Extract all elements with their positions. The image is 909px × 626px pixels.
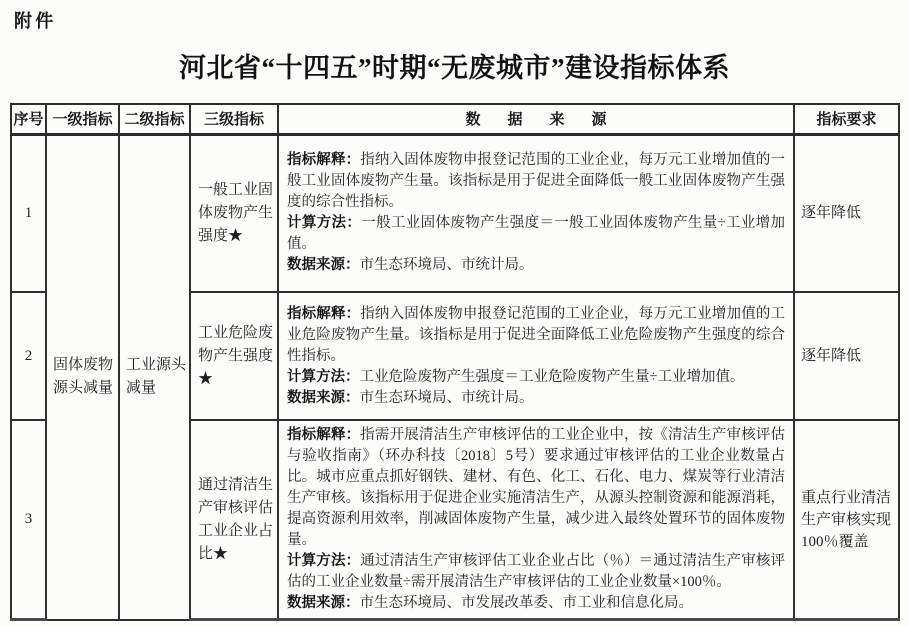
indicator-explanation [287,425,785,551]
section-text: 指纳入固体废物申报登记范围的工业企业，每万元工业增加值的工业危险废物产生量。该指标是用于促进全面降低工业危险废物产生强度的综合性指标。 [287,305,786,364]
header-level3: 三级指标 [190,104,278,134]
section-label: 指标解释： [287,152,361,169]
data-source [287,593,785,614]
header-level2: 二级指标 [119,104,190,134]
section-text: 通过清洁生产审核评估工业企业占比（％）＝通过清洁生产审核评估的工业企业数量÷需开展清洁生产审核评估的工业企业数量×100％。 [287,553,786,590]
section-label: 计算方法： [287,215,362,232]
header-level1: 一级指标 [46,104,119,134]
section-text: 工业危险废物产生强度＝工业危险废物产生量÷工业增加值。 [359,368,745,385]
section-text: 市生态环境局、市发展改革委、市工业和信息化局。 [359,595,693,611]
page-title: 河北省“十四五”时期“无废城市”建设指标体系 [179,53,730,83]
section-text: 指纳入固体废物申报登记范围的工业企业，每万元工业增加值的一般工业固体废物产生量。该指标是用于促进全面降低一般工业固体废物产生强度的综合性指标。 [287,152,786,211]
row1-requirement: 逐年降低 [794,134,899,292]
header-source: 数据来源 [278,104,794,134]
row3-requirement: 重点行业清洁生产审核实现100％覆盖 [794,420,899,620]
indicator-explanation [287,150,785,213]
section-label: 数据来源： [287,389,360,406]
level2-indicator-cell: 工业源头减量 [119,134,190,620]
attachment-label: 附件 [14,11,57,31]
row3-source-cell [278,420,794,620]
row1-source-cell [278,134,794,292]
calculation-method [287,213,785,255]
row2-source-cell [278,292,794,420]
section-label: 指标解释： [287,305,361,322]
indicator-explanation [287,304,785,367]
row1-seq: 1 [11,134,46,292]
section-label: 计算方法： [287,553,361,569]
row2-level3-indicator: 工业危险废物产生强度★ [190,292,278,420]
row3-seq: 3 [11,420,46,620]
section-text: 市生态环境局、市统计局。 [359,389,534,406]
header-requirement: 指标要求 [794,104,899,134]
section-text: 指需开展清洁生产审核评估的工业企业中，按《清洁生产审核评估与验收指南》（环办科技〔2018〕5号）要求通过审核评估的工业企业数量占比。城市应重点抓好钢铁、建材、有色、化工、石化、电力、煤炭等行业清洁生产审核。该指标用于促进企业实施清洁生产，从源头控制资源和能源消耗，提高资源利用效率，削减固体废物产生量，减少进入最终处置环节的固体废物量。 [287,427,786,548]
section-label: 计算方法： [287,368,360,385]
table-row [11,134,899,292]
section-label: 指标解释： [287,427,361,443]
section-text: 市生态环境局、市统计局。 [359,257,534,274]
header-seq: 序号 [11,104,46,134]
level1-indicator-cell: 固体废物源头减量 [46,134,119,620]
row2-seq: 2 [11,292,46,420]
row2-requirement: 逐年降低 [794,292,899,420]
indicator-table [10,103,900,621]
row3-level3-indicator: 通过清洁生产审核评估工业企业占比★ [190,420,278,620]
data-source [287,255,785,276]
table-header-row [11,104,899,134]
section-label: 数据来源： [287,595,360,611]
section-label: 数据来源： [287,257,360,274]
calculation-method [287,551,785,593]
calculation-method [287,367,785,388]
row1-level3-indicator: 一般工业固体废物产生强度★ [190,134,278,292]
section-text: 一般工业固体废物产生强度＝一般工业固体废物产生量÷工业增加值。 [287,215,785,253]
data-source [287,388,785,409]
